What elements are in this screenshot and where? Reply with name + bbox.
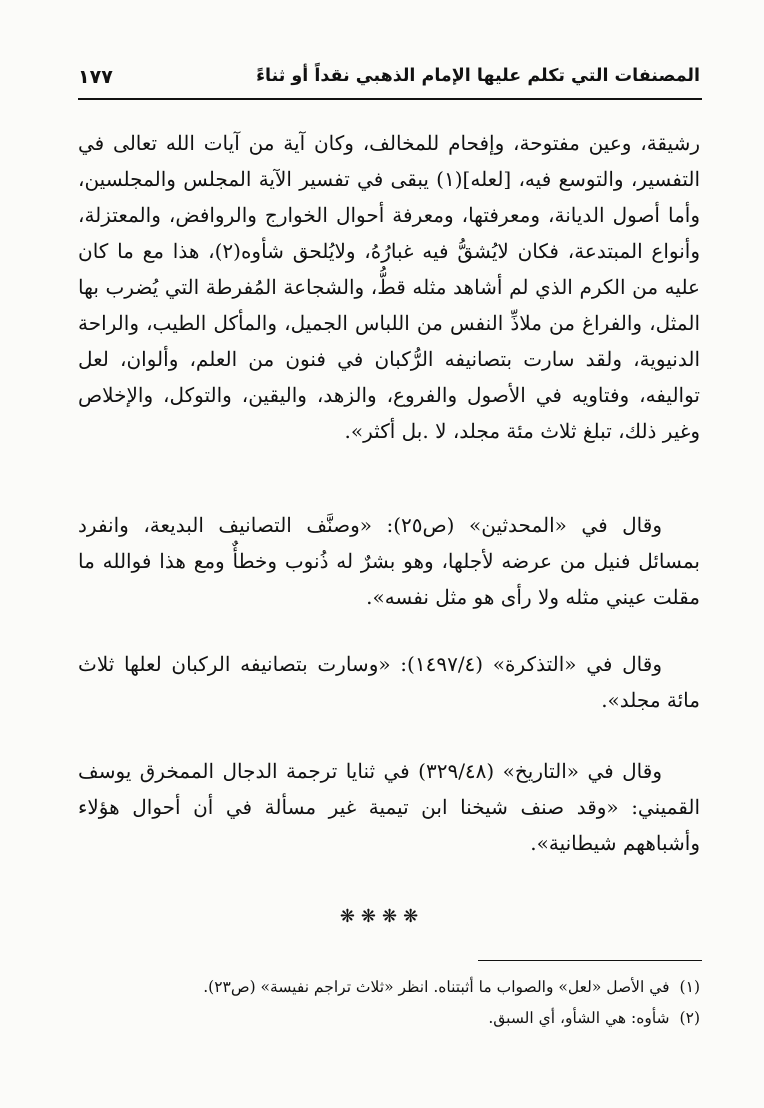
page-number: ١٧٧ xyxy=(78,66,113,88)
footnote-number: (١) xyxy=(679,978,700,996)
footnote-text: شأوه: هي الشأو، أي السبق. xyxy=(488,1009,670,1027)
body-paragraph-4: وقال في «التاريخ» (٣٢٩/٤٨) في ثنايا ترجمة الدجال الممخرق يوسف القميني: «وقد صنف شيخنا ابن تيمية غير مسألة في أن أحوال هؤلاء وأشباههم شيطانية». xyxy=(78,759,700,855)
header-title: المصنفات التي تكلم عليها الإمام الذهبي نقداً أو ثناءً xyxy=(256,66,700,86)
body-paragraph-1: رشيقة، وعين مفتوحة، وإفحام للمخالف، وكان آية من آيات الله تعالى في التفسير، والتوسع فيه، [لعله](١) يبقى في تفسير الآية المجلس والمجلسين، وأما أصول الديانة، ومعرفتها، ومعرفة أحوال الخوارج والروافض، والمعتزلة، وأنواع المبتدعة، فكان لايُشقُّ فيه غبارُهُ، ولايُلحق شأوه(٢)، هذا مع ما كان عليه من الكرم الذي لم أشاهد مثله قطُّ، والشجاعة المُفرطة التي يُضرب بها المثل، والفراغ من ملاذِّ النفس من اللباس الجميل، والمأكل الطيب، والراحة الدنيوية، ولقد سارت بتصانيفه الرُّكبان في فنون من العلم، وألوان، لعل تواليفه، وفتاويه في الأصول والفروع، والزهد، واليقين، والتوكل، والإخلاص وغير ذلك، تبلغ ثلاث مئة مجلد، لا .بل أكثر». xyxy=(78,131,700,443)
footnote-number: (٢) xyxy=(679,1009,700,1027)
footnote-2 xyxy=(78,1005,700,1031)
running-header xyxy=(78,62,700,98)
header-rule xyxy=(78,98,702,100)
section-separator: ❋❋❋❋ xyxy=(339,906,425,927)
footnote-rule xyxy=(478,960,702,961)
footnote-text: في الأصل «لعل» والصواب ما أثبتناه. انظر «ثلاث تراجم نفيسة» (ص٢٣). xyxy=(203,978,670,996)
body-paragraph-3: وقال في «التذكرة» (١٤٩٧/٤): «وسارت بتصانيفه الركبان لعلها ثلاث مائة مجلد». xyxy=(78,652,700,712)
body-paragraph-2: وقال في «المحدثين» (ص٢٥): «وصنَّف التصانيف البديعة، وانفرد بمسائل فنيل من عرضه لأجلها، وهو بشرٌ له ذُنوب وخطأٌ ومع هذا فوالله ما مقلت عيني مثله ولا رأى هو مثل نفسه». xyxy=(78,513,700,609)
footnote-1 xyxy=(78,974,700,1000)
